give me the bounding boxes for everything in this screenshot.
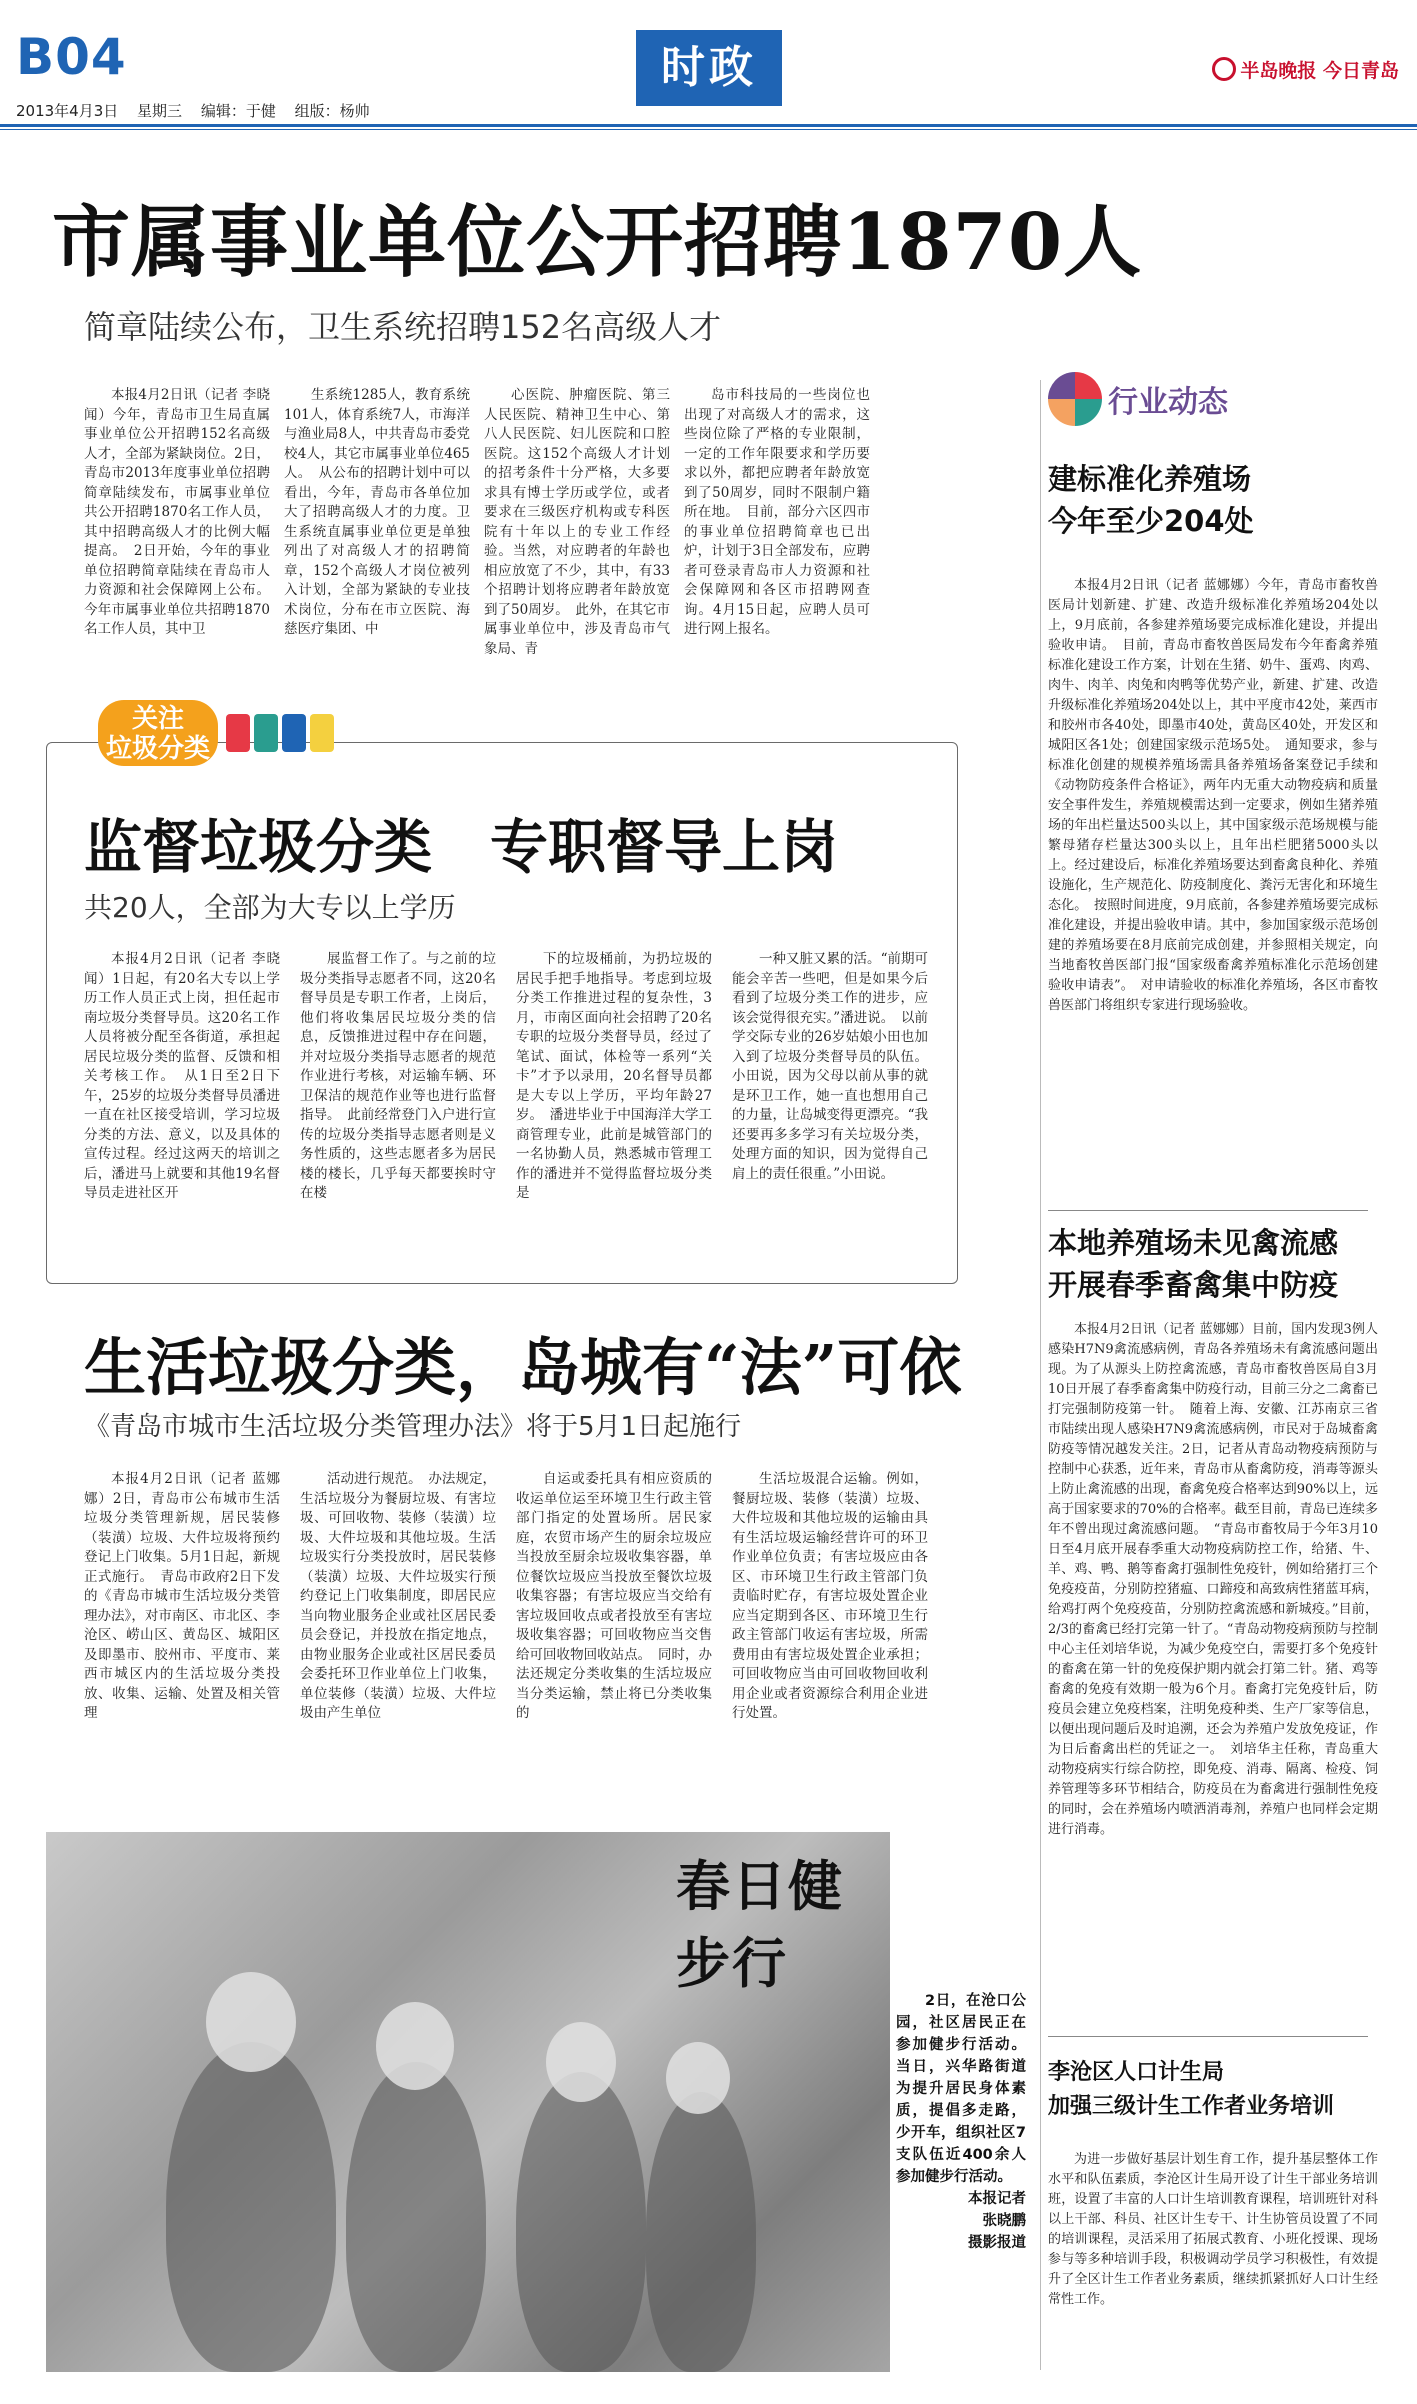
lead-column-4: 岛市科技局的一些岗位也出现了对高级人才的需求，这些岗位除了严格的专业限制，一定的工作年限要求和学历要求以外，都把应聘者年龄放宽到了50周岁，同时不限制户籍所在地。 目前，部分六区四市的事业单位招聘简章也已出炉，计划于3日全部发布，应聘者可登录青岛市人力资源和社会保障网和各区市招聘网查询。4月15日起，应聘人员可进行网上报名。 [684, 387, 870, 637]
feature-tag [98, 700, 334, 766]
feature-subtitle: 共20人，全部为大专以上学历 [84, 891, 456, 924]
newspaper-logo [1212, 56, 1399, 83]
sidebar-story-1-title: 建标准化养殖场 今年至少204处 [1048, 462, 1254, 538]
sidebar-story-3-body: 为进一步做好基层计划生育工作，提升基层整体工作水平和队伍素质，李沧区计生局开设了计生干部业务培训班，设置了丰富的人口计生培训教育课程，培训班针对科以上干部、科员、社区计生专干、计生协管员设置了不同的培训课程，灵活采用了拓展式教育、小班化授课、现场参与等多种培训手段，积极调动学员学习积极性，有效提升了全区计生工作者业务素质，继续抓紧抓好人口计生经常性工作。 [1048, 2152, 1378, 2307]
feature-column-2: 展监督工作了。与之前的垃圾分类指导志愿者不同，这20名督导员是专职工作者，上岗后，他们将收集居民垃圾分类的信息，反馈推进过程中存在问题，并对垃圾分类指导志愿者的规范作业进行考核，对运输车辆、环卫保洁的规范作业等也进行监督指导。 此前经常登门入户进行宣传的垃圾分类指导志愿者则是义务性质的，这些志愿者多为居民楼的楼长，几乎每天都要挨时守在楼 [300, 951, 496, 1201]
sidebar-rule-1 [1048, 1210, 1368, 1211]
law-column-1: 本报4月2日讯（记者 蓝娜娜）2日，青岛市公布城市生活垃圾分类管理新规，居民装修（装潢）垃圾、大件垃圾将预约登记上门收集。5月1日起，新规正式施行。 青岛市政府2日下发的《青岛市城市生活垃圾分类管理办法》，对市南区、市北区、李沧区、崂山区、黄岛区、城阳区及即墨市、胶州市、平度市、莱西市城区内的生活垃圾分类投放、收集、运输、处置及相关管理 [84, 1471, 280, 1721]
badge-icon [1048, 372, 1102, 426]
header-rule [0, 124, 1417, 127]
lead-column-1: 本报4月2日讯（记者 李晓闻）今年，青岛市卫生局直属事业单位公开招聘152名高级人才，全部为紧缺岗位。2日，青岛市2013年度事业单位招聘简章陆续发布，市属事业单位共公开招聘1870名工作人员，其中招聘高级人才的比例大幅提高。 2日开始，今年的事业单位招聘简章陆续在青岛市人力资源和社会保障网上公布。今年市属事业单位共招聘1870名工作人员，其中卫 [84, 387, 270, 637]
photo-credit-1: 本报记者 [968, 2191, 1026, 2207]
sidebar-story-2-title: 本地养殖场未见禽流感 开展春季畜禽集中防疫 [1048, 1226, 1339, 1302]
feature-tag-label: 关注 垃圾分类 [98, 700, 218, 766]
brand-name: 半岛晚报 今日青岛 [1240, 60, 1399, 82]
sidebar-story-1-body: 本报4月2日讯（记者 蓝娜娜）今年，青岛市畜牧兽医局计划新建、扩建、改造升级标准化养殖场204处以上，9月底前，各参建养殖场要完成标准化建设，并提出验收申请。 目前，青岛市畜牧兽医局发布今年畜禽养殖标准化建设工作方案，计划在生猪、奶牛、蛋鸡、肉鸡、肉牛、肉羊、肉兔和肉鸭等优势产业，新建、扩建、改造升级标准化养殖场204处以上，其中平度市42处，莱西市和胶州市各40处，即墨市40处，黄岛区40处，开发区和城阳区各1处；创建国家级示范场5处。 通知要求，参与标准化创建的规模养殖场需具备养殖场备案登记手续和《动物防疫条件合格证》，两年内无重大动物疫病和质量安全事件发生，养殖规模需达到一定要求，例如生猪养殖场的年出栏量达500头以上，其中国家级示范场规模与能繁母猪存栏量达300头以上，且年出栏肥猪5000头以上。经过建设后，标准化养殖场要达到畜禽良种化、养殖设施化，生产规范化、防疫制度化、粪污无害化和环境生态化。 按照时间进度，9月底前，各参建养殖场要完成标准化建设，并提出验收申请。其中，参加国家级示范场创建的养殖场要在8月底前完成创建，并参照相关规定，向当地畜牧兽医部门报“国家级畜禽养殖标准化示范场创建验收申请表”。 对申请验收的标准化养殖场，各区市畜牧兽医部门将组织专家进行现场验收。 [1048, 578, 1378, 1013]
feature-column-1: 本报4月2日讯（记者 李晓闻）1日起，有20名大专以上学历工作人员正式上岗，担任起市南垃圾分类督导员。这20名工作人员将被分配至各街道，承担起居民垃圾分类的监督、反馈和相关考核工作。 从1日至2日下午，25岁的垃圾分类督导员潘进一直在社区接受培训，学习垃圾分类的方法、意义，以及具体的宣传过程。经过这两天的培训之后，潘进马上就要和其他19名督导员走进社区开 [84, 951, 280, 1201]
issue-date: 2013年4月3日 [16, 102, 119, 120]
sidebar-story-2-body: 本报4月2日讯（记者 蓝娜娜）目前，国内发现3例人感染H7N9禽流感病例，青岛各养殖场未有禽流感问题出现。为了从源头上防控禽流感，青岛市畜牧兽医局自3月10日开展了春季畜禽集中防疫行动，目前三分之二禽畜已打完强制防疫第一针。 随着上海、安徽、江苏南京三省市陆续出现人感染H7N9禽流感病例，市民对于岛城畜禽防疫等情况越发关注。2日，记者从青岛动物疫病预防与控制中心获悉，近年来，青岛市从畜禽防疫，消毒等源头上防止禽流感的出现，畜禽免疫合格率达到90%以上，远高于国家要求的70%的合格率。截至目前，青岛已连续多年不曾出现过禽流感问题。 “青岛市畜牧局于今年3月10日至4月底开展春季重大动物疫病防控工作，给猪、牛、羊、鸡、鸭、鹅等畜禽打强制性免疫针，例如给猪打三个免疫疫苗，分别防控猪瘟、口蹄疫和高致病性猪蓝耳病，给鸡打两个免疫疫苗，分别防控禽流感和新城疫。”目前，2/3的畜禽已经打完第一针了。“青岛动物疫病预防与控制中心主任刘培华说，为减少免疫空白，需要打多个免疫针的畜禽在第一针的免疫保护期内就会打第二针。猪、鸡等畜禽的免疫有效期一般为6个月。畜禽打完免疫针后，防疫员会建立免疫档案，注明免疫种类、生产厂家等信息，以便出现问题后及时追溯，还会为养殖户发放免疫证，作为日后畜禽出栏的凭证之一。 刘培华主任称，青岛重大动物疫病实行综合防控，即免疫、消毒、隔离、检疫、饲养管理等多环节相结合，防疫员在为畜禽进行强制性免疫的同时，会在养殖场内喷洒消毒剂，养殖户也同样会定期进行消毒。 [1048, 1322, 1378, 1837]
photo-credit-2: 张晓鹏 [982, 2213, 1026, 2229]
issue-editor: 编辑：于健 [200, 102, 276, 120]
feature-column-4: 一种又脏又累的活。“前期可能会辛苦一些吧，但是如果今后看到了垃圾分类工作的进步，应该会觉得很充实。”潘进说。 以前学交际专业的26岁姑娘小田也加入到了垃圾分类督导员的队伍。小田说，因为父母以前从事的就是环卫工作，她一直也想用自己的力量，让岛城变得更漂亮。“我还要再多多学习有关垃圾分类，处理方面的知识，因为觉得自己肩上的责任很重。”小田说。 [732, 951, 928, 1182]
law-column-4: 生活垃圾混合运输。例如，餐厨垃圾、装修（装潢）垃圾、大件垃圾和其他垃圾的运输由具有生活垃圾运输经营许可的环卫作业单位负责；有害垃圾应由各区、市环境卫生行政主管部门负责临时贮存，有害垃圾处置企业应当定期到各区、市环境卫生行政主管部门收运有害垃圾，所需费用由有害垃圾处置企业承担；可回收物应当由可回收物回收利用企业或者资源综合利用企业进行处置。 [732, 1471, 928, 1721]
lead-headline: 市属事业单位公开招聘1870人 [52, 197, 1143, 288]
walking-photo [46, 1832, 890, 2372]
logo-icon [1212, 57, 1236, 81]
sidebar-rule-2 [1048, 2036, 1368, 2037]
industry-news-badge: 行业动态 [1048, 372, 1228, 426]
law-column-2: 活动进行规范。 办法规定，生活垃圾分为餐厨垃圾、有害垃圾、可回收物、装修（装潢）垃圾、大件垃圾和其他垃圾。生活垃圾实行分类投放时，居民装修（装潢）垃圾、大件垃圾实行预约登记上门收集制度，即居民应当向物业服务企业或社区居民委员会登记，并投放在指定地点，由物业服务企业或社区居民委员会委托环卫作业单位上门收集，单位装修（装潢）垃圾、大件垃圾由产生单位 [300, 1471, 496, 1721]
recycle-bins-icon [226, 714, 334, 752]
feature-column-3: 下的垃圾桶前，为扔垃圾的居民手把手地指导。考虑到垃圾分类工作推进过程的复杂性，3月，市南区面向社会招聘了20名专职的垃圾分类督导员，经过了笔试、面试，体检等一系列“关卡”才予以录用，20名督导员都是大专以上学历，平均年龄27岁。 潘进毕业于中国海洋大学工商管理专业，此前是城管部门的一名协勤人员，熟悉城市管理工作的潘进并不觉得监督垃圾分类是 [516, 951, 712, 1201]
photo-caption: 2日，在沧口公园，社区居民正在参加健步行活动。当日，兴华路街道为提升居民身体素质，提倡多走路，少开车，组织社区7支队伍近400余人参加健步行活动。 本报记者 张晓鹏 摄影报道 [896, 1990, 1026, 2254]
sidebar-story-3-title: 李沧区人口计生局 加强三级计生工作者业务培训 [1048, 2060, 1335, 2119]
lead-subtitle: 简章陆续公布，卫生系统招聘152名高级人才 [84, 308, 722, 346]
issue-weekday: 星期三 [137, 102, 183, 120]
law-subtitle: 《青岛市城市生活垃圾分类管理办法》将于5月1日起施行 [84, 1412, 742, 1442]
lead-column-2: 生系统1285人，教育系统101人，体育系统7人，市海洋与渔业局8人，中共青岛市委党校4人，其它市属事业单位465人。 从公布的招聘计划中可以看出，今年，青岛市各单位加大了招聘高级人才的力度。卫生系统直属事业单位更是单独列出了对高级人才的招聘简章，152个高级人才岗位被列入计划，全部为紧缺的专业技术岗位，分布在市立医院、海慈医疗集团、中 [284, 387, 470, 637]
feature-headline: 监督垃圾分类 专职督导上岗 [84, 813, 839, 881]
law-column-3: 自运或委托具有相应资质的收运单位运至环境卫生行政主管部门指定的处置场所。居民家庭，农贸市场产生的厨余垃圾应当投放至厨余垃圾收集容器，单位餐饮垃圾应当投放至餐饮垃圾收集容器；有害垃圾应当交给有害垃圾回收点或者投放至有害垃圾收集容器；可回收物应当交售给可回收物回收站点。 同时，办法还规定分类收集的生活垃圾应当分类运输，禁止将已分类收集的 [516, 1471, 712, 1721]
header-rule-thin [0, 129, 1417, 130]
sidebar-divider [1040, 380, 1041, 2370]
photo-credit-3: 摄影报道 [968, 2235, 1026, 2251]
lead-column-3: 心医院、肿瘤医院、第三人民医院、精神卫生中心、第八人民医院、妇儿医院和口腔医院。这152个高级人才计划的招考条件十分严格，大多要求具有博士学历或学位，或者要求在三级医疗机构或专科医院有十年以上的专业工作经验。当然，对应聘者的年龄也相应放宽了不少，其中，有33个招聘计划将应聘者年龄放宽到了50周岁。 此外，在其它市属事业单位中，涉及青岛市气象局、青 [484, 387, 670, 657]
issue-layout: 组版：杨帅 [294, 102, 370, 120]
photo-title: 春日健步行 [676, 1854, 844, 1995]
page-number: B04 [16, 28, 127, 86]
section-label: 时政 [636, 30, 782, 106]
law-headline: 生活垃圾分类，岛城有“法”可依 [84, 1331, 962, 1404]
issue-meta [16, 100, 384, 121]
